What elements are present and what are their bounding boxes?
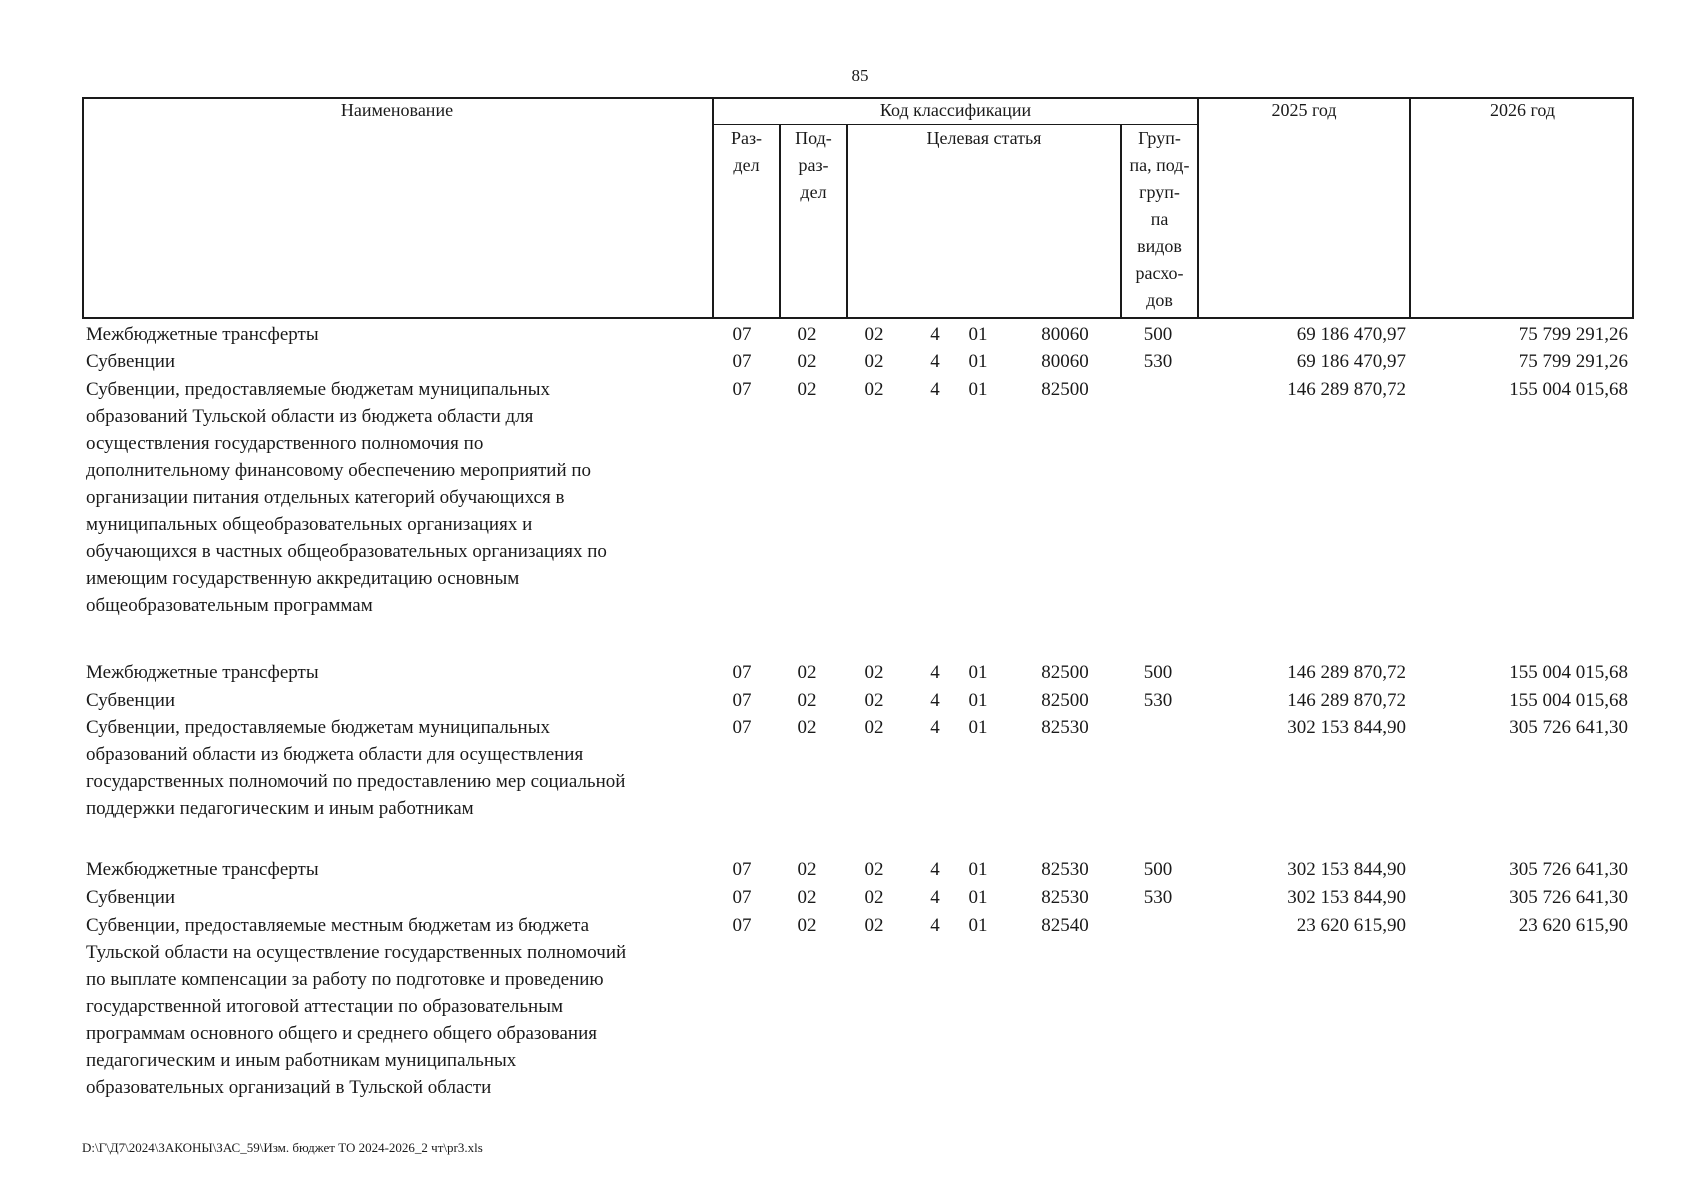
cell-subsection: 02 <box>797 379 817 400</box>
cell-2025: 146 289 870,72 <box>1287 379 1406 400</box>
cell-target-type: 4 <box>930 662 940 683</box>
cell-subsection: 02 <box>797 887 817 908</box>
cell-section: 07 <box>732 379 752 400</box>
cell-section: 07 <box>732 887 752 908</box>
cell-2026: 305 726 641,30 <box>1509 887 1628 908</box>
row-name: Межбюджетные трансферты <box>86 324 319 345</box>
header-code: Код классификации <box>879 100 1032 120</box>
cell-2026: 75 799 291,26 <box>1518 324 1628 345</box>
cell-target-program: 02 <box>864 662 884 683</box>
cell-section: 07 <box>732 915 752 936</box>
cell-section: 07 <box>732 662 752 683</box>
cell-target-item: 01 <box>968 915 988 936</box>
header-name: Наименование <box>340 100 454 120</box>
header-divider <box>846 124 848 319</box>
cell-target-direction: 82530 <box>1041 887 1089 908</box>
cell-group: 500 <box>1143 859 1173 880</box>
cell-2025: 69 186 470,97 <box>1296 324 1406 345</box>
cell-subsection: 02 <box>797 662 817 683</box>
row-name: Субвенции, предоставляемые бюджетам муниципальных образований Тульской области из бюджета области для осуществления государственного полномочия по дополнительному финансовому обеспечению мероприятий по организации питания отдельных категорий обучающихся в муниципальных общеобразовательных организациях и обучающихся в частных общеобразовательных организациях по имеющим государственную аккредитацию основным общеобразовательным программам <box>86 379 607 616</box>
cell-target-item: 01 <box>968 351 988 372</box>
cell-target-program: 02 <box>864 324 884 345</box>
cell-subsection: 02 <box>797 717 817 738</box>
cell-subsection: 02 <box>797 324 817 345</box>
cell-target-item: 01 <box>968 887 988 908</box>
cell-section: 07 <box>732 717 752 738</box>
cell-target-program: 02 <box>864 379 884 400</box>
cell-target-direction: 82500 <box>1041 662 1089 683</box>
cell-target-direction: 82540 <box>1041 915 1089 936</box>
header-divider <box>1197 97 1199 319</box>
cell-subsection: 02 <box>797 859 817 880</box>
cell-subsection: 02 <box>797 690 817 711</box>
row-name: Субвенции <box>86 351 176 372</box>
cell-group: 530 <box>1143 690 1173 711</box>
cell-target-item: 01 <box>968 662 988 683</box>
cell-2025: 23 620 615,90 <box>1296 915 1406 936</box>
cell-2026: 305 726 641,30 <box>1509 717 1628 738</box>
cell-target-item: 01 <box>968 717 988 738</box>
cell-group: 530 <box>1143 887 1173 908</box>
cell-target-type: 4 <box>930 717 940 738</box>
cell-target-direction: 82500 <box>1041 690 1089 711</box>
cell-group: 530 <box>1143 351 1173 372</box>
file-path-footer: D:\Г\Д7\2024\ЗАКОНЫ\ЗАС_59\Изм. бюджет ТО 2024-2026_2 чт\pr3.xls <box>82 1140 483 1155</box>
cell-2026: 155 004 015,68 <box>1509 379 1628 400</box>
cell-2025: 146 289 870,72 <box>1287 662 1406 683</box>
cell-target-type: 4 <box>930 915 940 936</box>
row-name: Субвенции <box>86 690 176 711</box>
cell-target-program: 02 <box>864 915 884 936</box>
cell-2025: 69 186 470,97 <box>1296 351 1406 372</box>
cell-subsection: 02 <box>797 915 817 936</box>
header-target: Целевая статья <box>926 128 1042 148</box>
cell-target-program: 02 <box>864 717 884 738</box>
cell-2025: 146 289 870,72 <box>1287 690 1406 711</box>
table-header <box>82 97 1634 319</box>
header-divider <box>1409 97 1411 319</box>
header-section: Раз- дел <box>730 128 763 175</box>
cell-2025: 302 153 844,90 <box>1287 887 1406 908</box>
cell-target-type: 4 <box>930 324 940 345</box>
cell-section: 07 <box>732 351 752 372</box>
header-year-2026: 2026 год <box>1489 100 1556 120</box>
cell-target-type: 4 <box>930 379 940 400</box>
cell-target-item: 01 <box>968 690 988 711</box>
cell-target-type: 4 <box>930 887 940 908</box>
cell-target-type: 4 <box>930 859 940 880</box>
cell-target-item: 01 <box>968 324 988 345</box>
page-number: 85 <box>851 66 869 85</box>
row-name: Межбюджетные трансферты <box>86 662 319 683</box>
cell-target-direction: 82530 <box>1041 717 1089 738</box>
cell-group: 500 <box>1143 324 1173 345</box>
cell-section: 07 <box>732 859 752 880</box>
cell-target-direction: 80060 <box>1041 324 1089 345</box>
cell-2026: 305 726 641,30 <box>1509 859 1628 880</box>
cell-target-direction: 80060 <box>1041 351 1089 372</box>
cell-target-program: 02 <box>864 690 884 711</box>
cell-target-program: 02 <box>864 859 884 880</box>
cell-2025: 302 153 844,90 <box>1287 717 1406 738</box>
cell-subsection: 02 <box>797 351 817 372</box>
header-subsection: Под- раз- дел <box>795 128 832 202</box>
cell-group: 500 <box>1143 662 1173 683</box>
cell-section: 07 <box>732 324 752 345</box>
cell-2026: 75 799 291,26 <box>1518 351 1628 372</box>
row-name: Межбюджетные трансферты <box>86 859 319 880</box>
cell-2025: 302 153 844,90 <box>1287 859 1406 880</box>
cell-2026: 155 004 015,68 <box>1509 662 1628 683</box>
cell-target-direction: 82500 <box>1041 379 1089 400</box>
cell-2026: 23 620 615,90 <box>1518 915 1628 936</box>
cell-target-item: 01 <box>968 859 988 880</box>
cell-target-program: 02 <box>864 887 884 908</box>
cell-target-direction: 82530 <box>1041 859 1089 880</box>
cell-target-type: 4 <box>930 690 940 711</box>
cell-target-program: 02 <box>864 351 884 372</box>
cell-target-item: 01 <box>968 379 988 400</box>
cell-2026: 155 004 015,68 <box>1509 690 1628 711</box>
header-group: Груп- па, под- груп- па видов расхо- дов <box>1129 128 1190 310</box>
row-name: Субвенции, предоставляемые местным бюджетам из бюджета Тульской области на осуществление государственных полномочий по выплате компенсации за работу по подготовке и проведению государственной итоговой аттестации по образовательным программам основного общего и среднего общего образования педагогическим и иным работникам муниципальных образовательных организаций в Тульской области <box>86 915 627 1098</box>
row-name: Субвенции, предоставляемые бюджетам муниципальных образований области из бюджета области для осуществления государственных полномочий по предоставлению мер социальной поддержки педагогическим и иным работникам <box>86 717 626 819</box>
cell-section: 07 <box>732 690 752 711</box>
row-name: Субвенции <box>86 887 176 908</box>
header-year-2025: 2025 год <box>1271 100 1337 120</box>
cell-target-type: 4 <box>930 351 940 372</box>
